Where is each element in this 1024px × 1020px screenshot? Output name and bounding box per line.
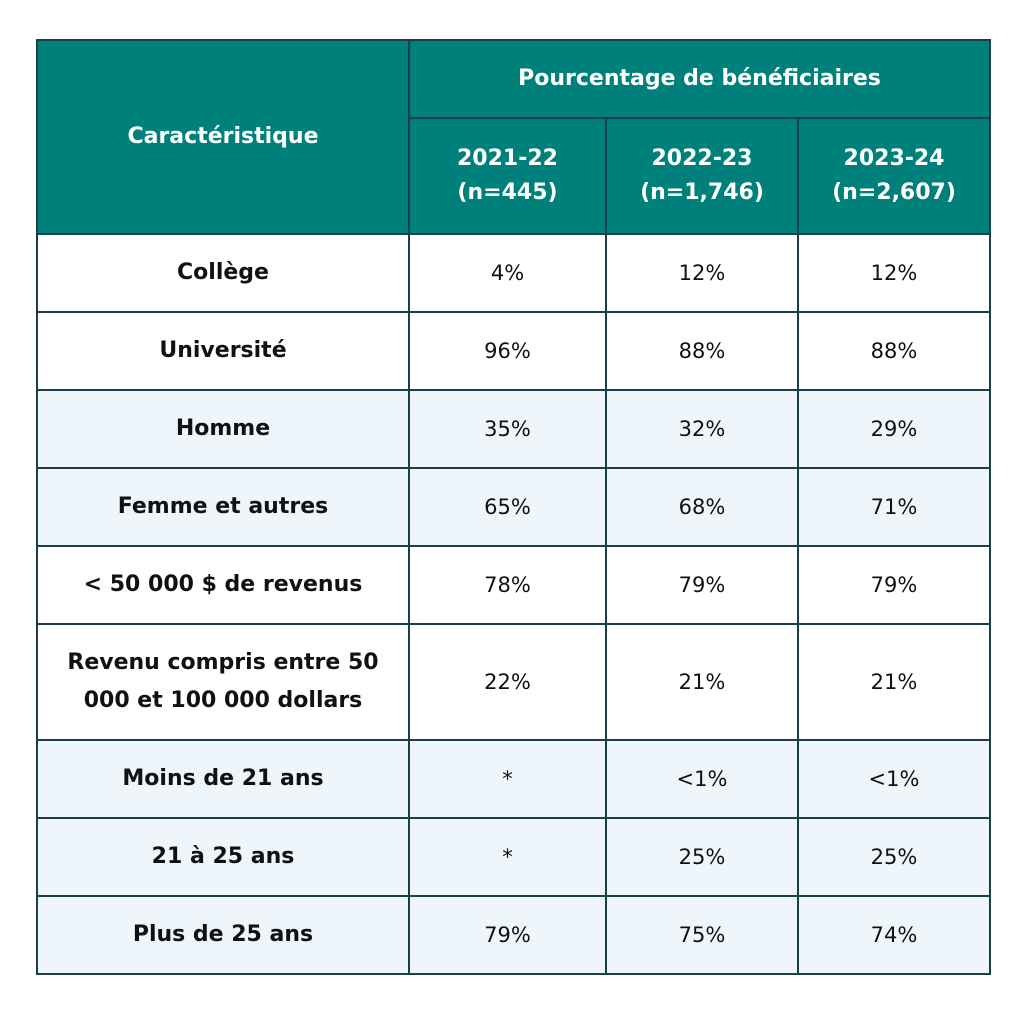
cell-2023-24: 12% xyxy=(798,234,990,312)
table-row xyxy=(37,312,990,390)
cell-2023-24: 29% xyxy=(798,390,990,468)
header-year-n: (n=445) xyxy=(457,180,558,205)
table-row xyxy=(37,896,990,974)
header-year-2022-23 xyxy=(606,118,798,234)
cell-2021-22: * xyxy=(409,818,606,896)
row-label: Revenu compris entre 50 000 et 100 000 dollars xyxy=(37,624,409,740)
beneficiaries-table xyxy=(36,39,991,975)
table-row xyxy=(37,740,990,818)
cell-2023-24: 25% xyxy=(798,818,990,896)
header-year-n: (n=1,746) xyxy=(640,180,764,205)
row-label: Femme et autres xyxy=(37,468,409,546)
cell-2022-23: <1% xyxy=(606,740,798,818)
row-label: Moins de 21 ans xyxy=(37,740,409,818)
cell-2022-23: 79% xyxy=(606,546,798,624)
cell-2021-22: 35% xyxy=(409,390,606,468)
table-row xyxy=(37,234,990,312)
cell-2021-22: 4% xyxy=(409,234,606,312)
row-label: Collège xyxy=(37,234,409,312)
cell-2022-23: 88% xyxy=(606,312,798,390)
header-characteristic: Caractéristique xyxy=(37,40,409,234)
header-year-2021-22 xyxy=(409,118,606,234)
cell-2021-22: 96% xyxy=(409,312,606,390)
cell-2022-23: 12% xyxy=(606,234,798,312)
cell-2023-24: 74% xyxy=(798,896,990,974)
header-year-label: 2023-24 xyxy=(843,146,945,171)
cell-2021-22: * xyxy=(409,740,606,818)
cell-2023-24: 21% xyxy=(798,624,990,740)
cell-2021-22: 22% xyxy=(409,624,606,740)
cell-2022-23: 75% xyxy=(606,896,798,974)
row-label: 21 à 25 ans xyxy=(37,818,409,896)
table-row xyxy=(37,468,990,546)
cell-2023-24: 71% xyxy=(798,468,990,546)
table-body xyxy=(37,234,990,974)
row-label: Homme xyxy=(37,390,409,468)
cell-2021-22: 65% xyxy=(409,468,606,546)
table-row xyxy=(37,624,990,740)
row-label: < 50 000 $ de revenus xyxy=(37,546,409,624)
header-year-label: 2022-23 xyxy=(651,146,753,171)
cell-2022-23: 25% xyxy=(606,818,798,896)
header-year-2023-24 xyxy=(798,118,990,234)
header-row-top xyxy=(37,40,990,118)
cell-2021-22: 79% xyxy=(409,896,606,974)
header-year-label: 2021-22 xyxy=(457,146,558,171)
row-label: Plus de 25 ans xyxy=(37,896,409,974)
cell-2023-24: 88% xyxy=(798,312,990,390)
header-percentage-group: Pourcentage de bénéficiaires xyxy=(409,40,990,118)
cell-2023-24: 79% xyxy=(798,546,990,624)
cell-2023-24: <1% xyxy=(798,740,990,818)
table-header xyxy=(37,40,990,234)
cell-2022-23: 32% xyxy=(606,390,798,468)
cell-2022-23: 68% xyxy=(606,468,798,546)
table-row xyxy=(37,818,990,896)
table-row xyxy=(37,546,990,624)
cell-2021-22: 78% xyxy=(409,546,606,624)
cell-2022-23: 21% xyxy=(606,624,798,740)
table-row xyxy=(37,390,990,468)
header-year-n: (n=2,607) xyxy=(832,180,956,205)
row-label: Université xyxy=(37,312,409,390)
